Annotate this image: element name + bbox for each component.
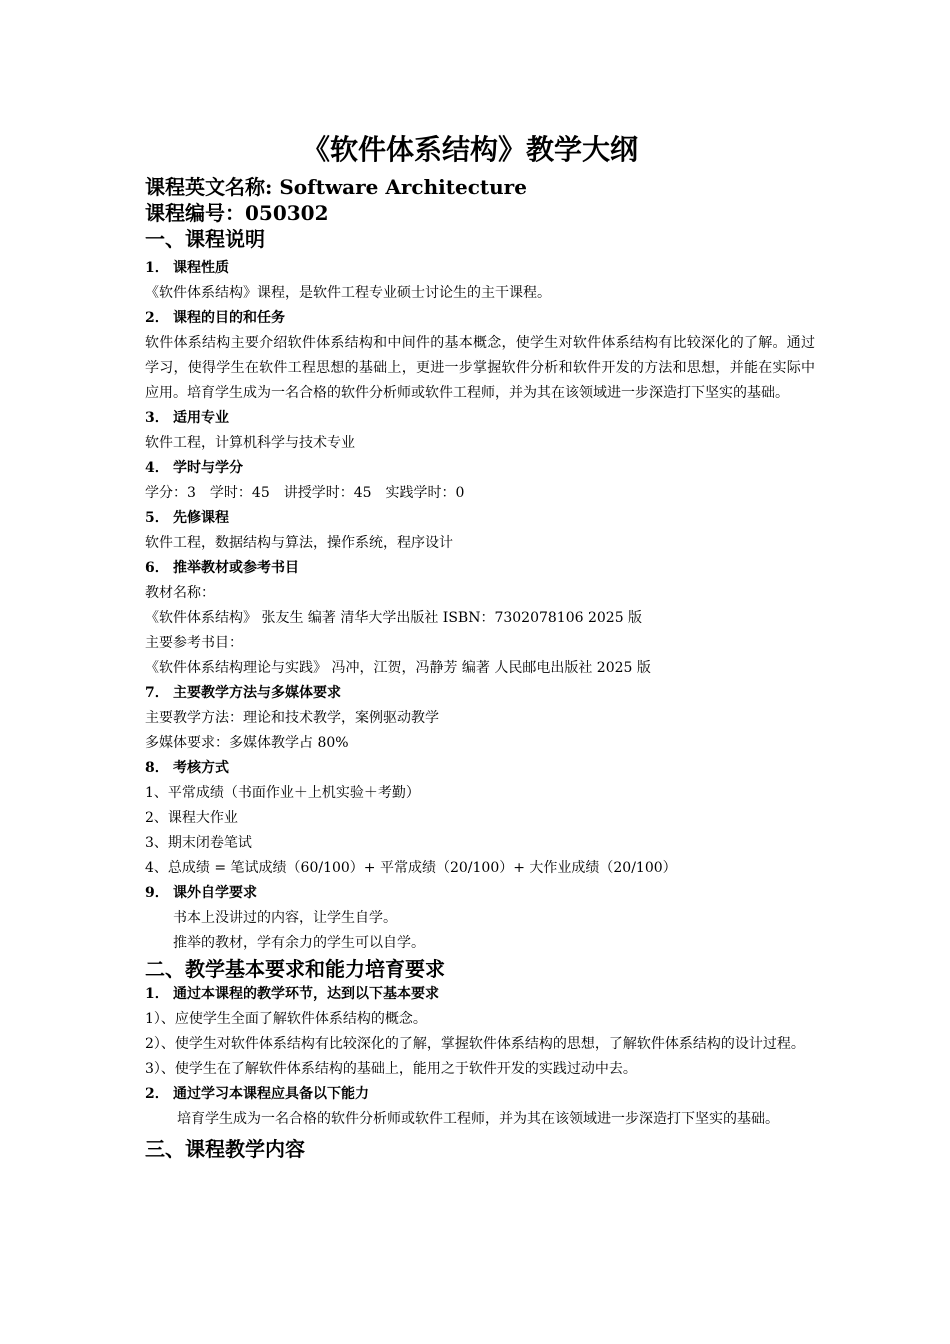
subsection-text: 培育学生成为一名合格的软件分析师或软件工程师，并为其在该领域进一步深造打下坚实的基础。 bbox=[177, 1111, 779, 1127]
requirement-item: 1）、应使学生全面了解软件体系结构的概念。 bbox=[145, 1011, 427, 1027]
subsection-heading: 2． 通过学习本课程应具备以下能力 bbox=[145, 1086, 369, 1102]
section-heading-2: 二、教学基本要求和能力培育要求 bbox=[145, 957, 445, 981]
course-code: 课程编号：050302 bbox=[145, 201, 329, 225]
assessment-item: 4、总成绩 = 笔试成绩（60/100）+ 平常成绩（20/100）+ 大作业成绩（20/100） bbox=[145, 860, 677, 876]
requirement-item: 3）、使学生在了解软件体系结构的基础上，能用之于软件开发的实践过动中去。 bbox=[145, 1061, 637, 1077]
section-heading-3: 三、课程教学内容 bbox=[145, 1137, 305, 1161]
subsection-heading: 3． 适用专业 bbox=[145, 410, 229, 426]
textbook-entry: 《软件体系结构》 张友生 编著 清华大学出版社 ISBN：7302078106 2025 版 bbox=[145, 610, 643, 626]
subsection-heading: 2． 课程的目的和任务 bbox=[145, 310, 285, 326]
course-english-name: 课程英文名称: Software Architecture bbox=[145, 175, 527, 199]
subsection-text: 《软件体系结构》课程，是软件工程专业硕士讨论生的主干课程。 bbox=[145, 285, 551, 301]
reference-book-entry: 《软件体系结构理论与实践》 冯冲，江贺，冯静芳 编著 人民邮电出版社 2025 版 bbox=[145, 660, 651, 676]
subsection-heading: 5． 先修课程 bbox=[145, 510, 229, 526]
assessment-item: 3、期末闭卷笔试 bbox=[145, 835, 252, 851]
subsection-text: 书本上没讲过的内容，让学生自学。 bbox=[173, 910, 397, 926]
subsection-text: 主要参考书目： bbox=[145, 635, 243, 651]
assessment-item: 1、平常成绩（书面作业＋上机实验＋考勤） bbox=[145, 785, 420, 801]
subsection-text: 学分：3 学时：45 讲授学时：45 实践学时：0 bbox=[145, 485, 465, 501]
subsection-heading: 4． 学时与学分 bbox=[145, 460, 243, 476]
assessment-item: 2、课程大作业 bbox=[145, 810, 238, 826]
subsection-heading: 7． 主要教学方法与多媒体要求 bbox=[145, 685, 341, 701]
section-heading-1: 一、课程说明 bbox=[145, 227, 265, 251]
requirement-item: 2）、使学生对软件体系结构有比较深化的了解，掌握软件体系结构的思想，了解软件体系结构的设计过程。 bbox=[145, 1036, 805, 1052]
subsection-text: 多媒体要求：多媒体教学占 80% bbox=[145, 735, 349, 751]
subsection-heading: 1． 通过本课程的教学环节，达到以下基本要求 bbox=[145, 986, 439, 1002]
subsection-text: 软件体系结构主要介绍软件体系结构和中间件的基本概念，使学生对软件体系结构有比较深化的了解。通过学习，使得学生在软件工程思想的基础上，更进一步掌握软件分析和软件开发的方法和思想，并能在实际中应用。培育学生成为一名合格的软件分析师或软件工程师，并为其在该领域进一步深造打下坚实的基础。 bbox=[145, 335, 815, 401]
subsection-text: 教材名称： bbox=[145, 585, 215, 601]
subsection-heading: 8． 考核方式 bbox=[145, 760, 229, 776]
subsection-text: 软件工程，数据结构与算法，操作系统，程序设计 bbox=[145, 535, 453, 551]
subsection-heading: 6． 推举教材或参考书目 bbox=[145, 560, 299, 576]
subsection-text: 主要教学方法：理论和技术教学，案例驱动教学 bbox=[145, 710, 439, 726]
document-page bbox=[145, 128, 815, 1162]
subsection-heading: 1． 课程性质 bbox=[145, 260, 229, 276]
subsection-text: 推举的教材，学有余力的学生可以自学。 bbox=[173, 935, 425, 951]
subsection-text: 软件工程，计算机科学与技术专业 bbox=[145, 435, 355, 451]
subsection-heading: 9． 课外自学要求 bbox=[145, 885, 257, 901]
document-title: 《软件体系结构》教学大纲 bbox=[301, 133, 638, 166]
